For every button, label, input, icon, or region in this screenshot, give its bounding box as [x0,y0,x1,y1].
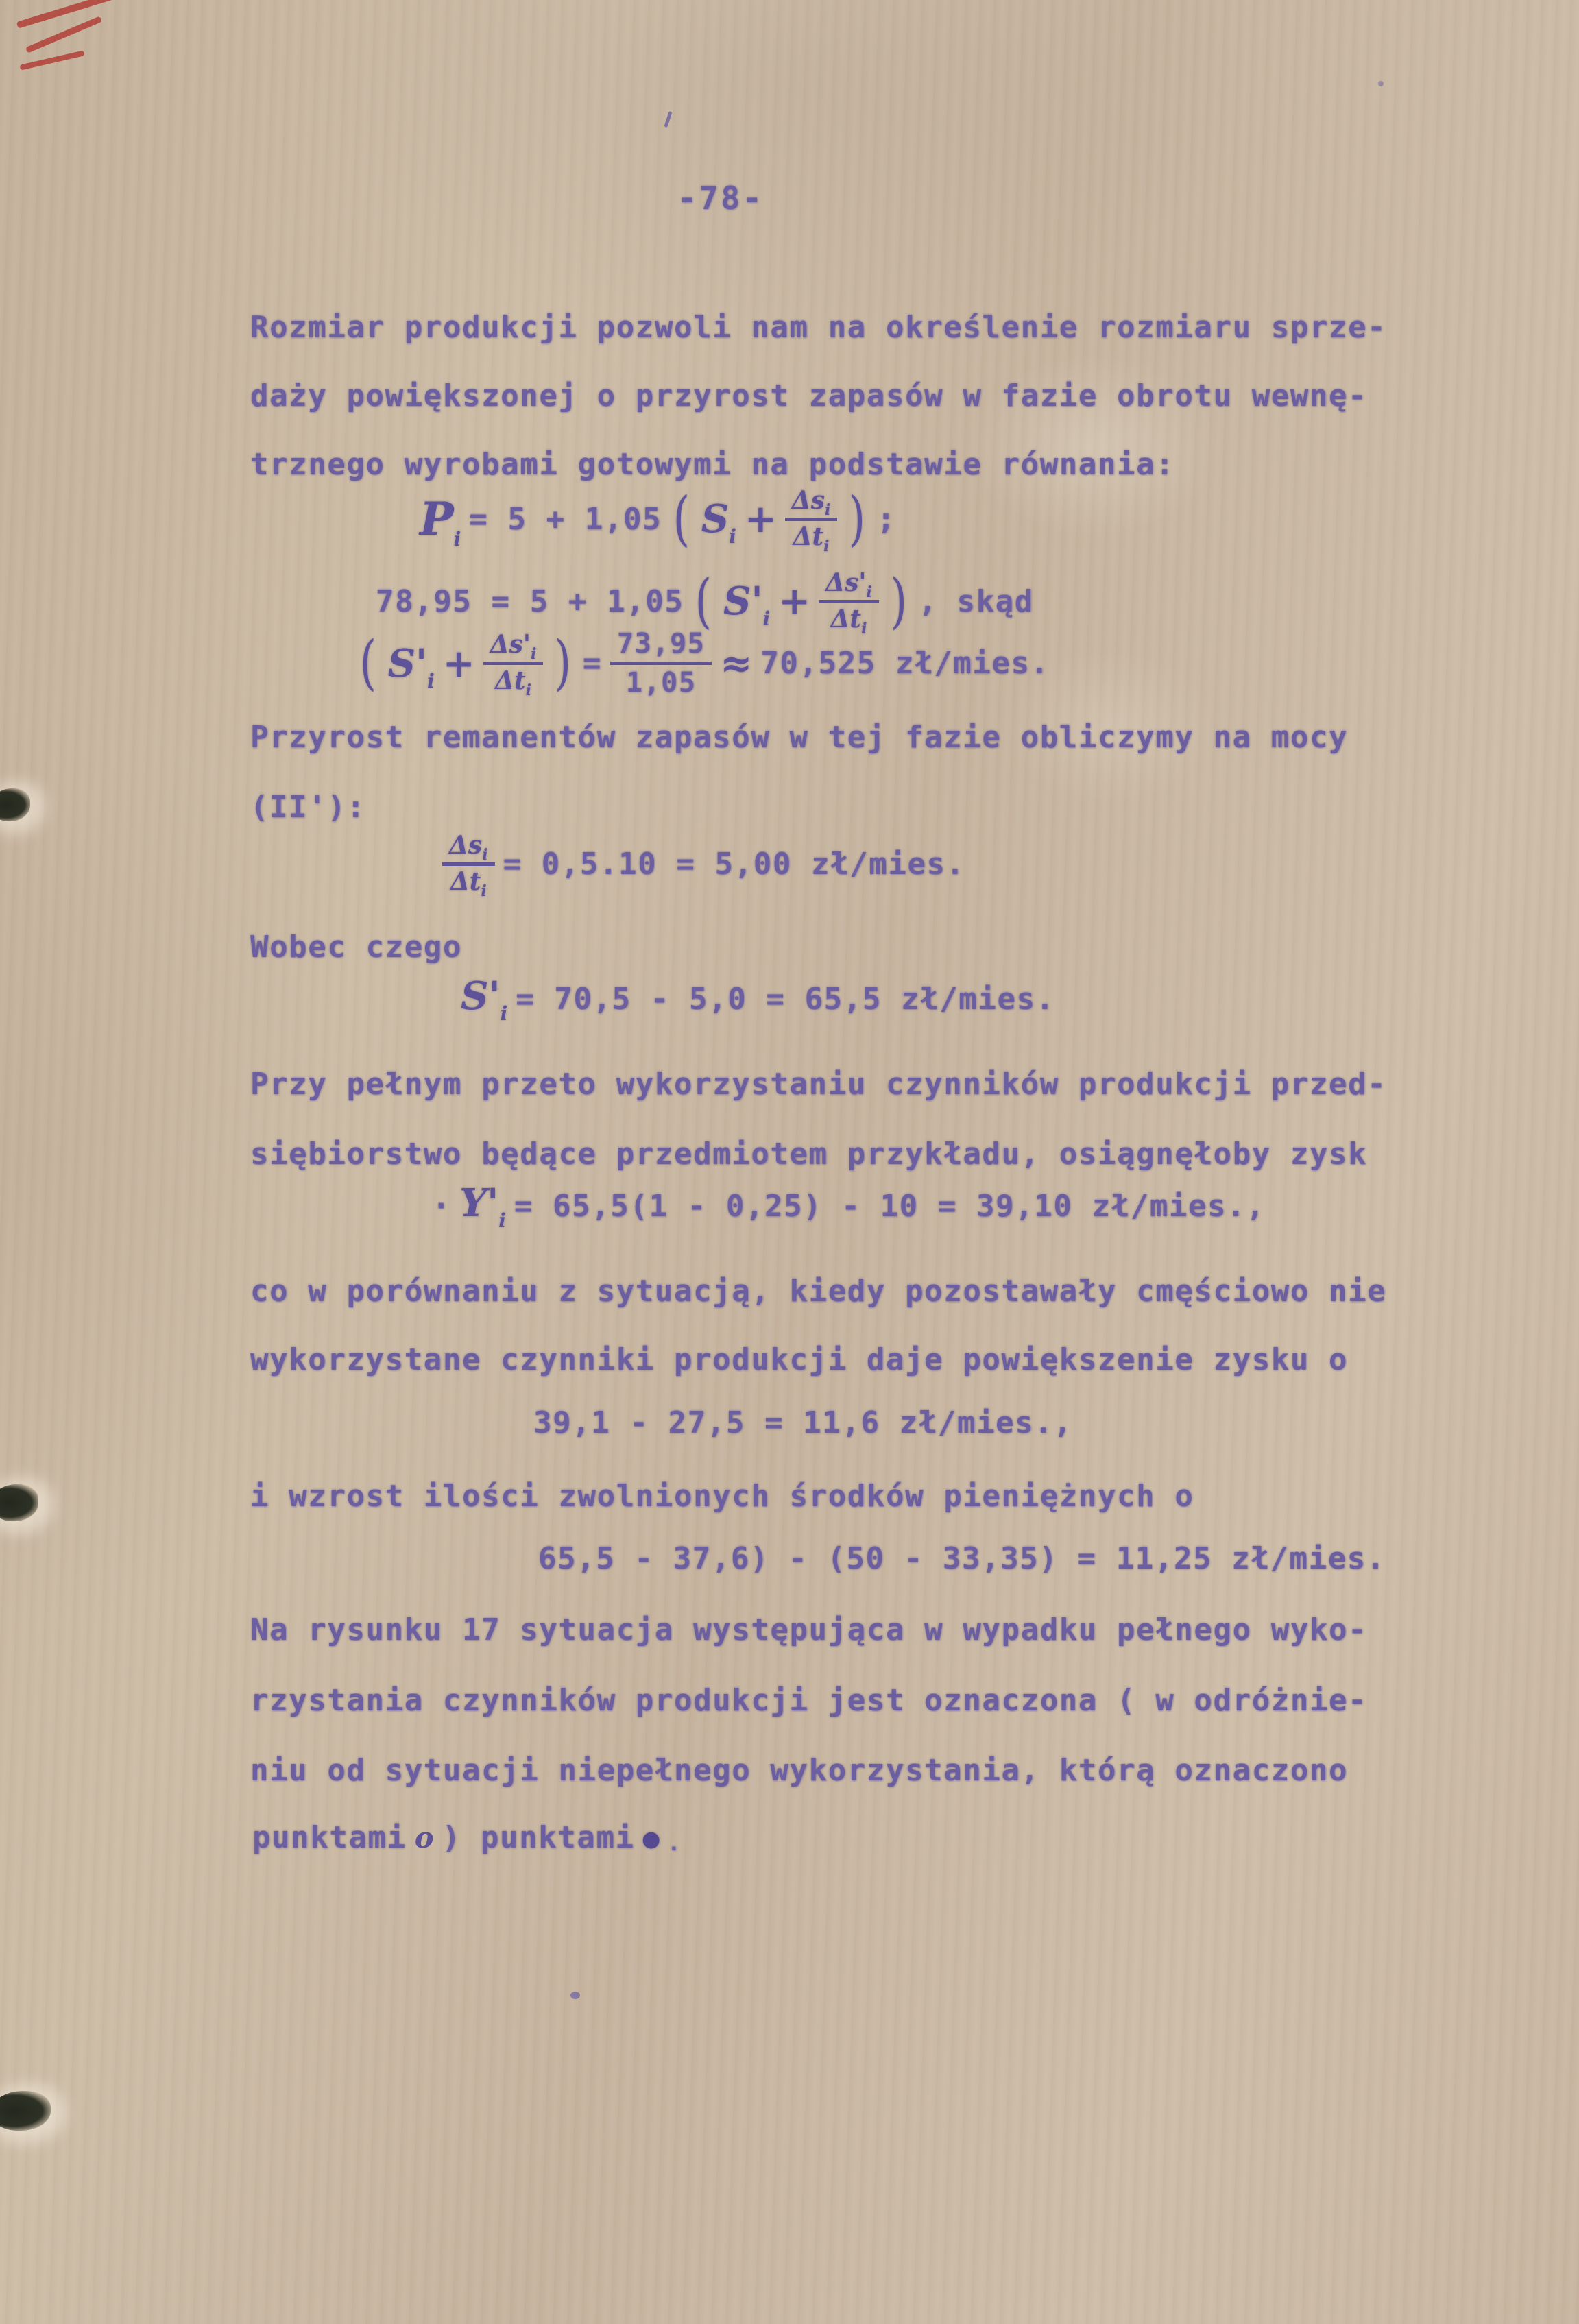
paragraph-line: co w porównaniu z sytuacją, kiedy pozostawały cmęściowo nie [250,1274,1387,1309]
open-paren: ( [673,484,690,553]
math-symbol-S: $S_i$ [701,496,736,548]
open-paren: ( [695,566,712,636]
fraction-numerator: $\Delta s'_i$ [483,632,544,665]
plus-sign: + [778,579,811,625]
fraction-numerator: 73,95 [610,629,712,665]
formula-production-equation [420,484,896,555]
paragraph-line: daży powiększonej o przyrost zapasów w fazie obrotu wewnę- [250,378,1368,413]
paragraph-line: wykorzystane czynniki produkcji daje powiększenie zysku o [250,1342,1349,1377]
close-paren: ) [849,484,866,553]
formula-profit-difference: 39,1 - 27,5 = 11,6 zł/mies., [533,1405,1073,1440]
stray-ink-speck [1378,81,1384,86]
close-paren: ) [890,566,907,636]
page-number: -78- [677,180,764,217]
paragraph-line: Przy pełnym przeto wykorzystaniu czynników produkcji przed- [250,1067,1387,1102]
paragraph-text: ) punktami [442,1820,635,1855]
paragraph-line: Rozmiar produkcji pozwoli nam na określenie rozmiaru sprze- [250,310,1387,345]
paper-hole-mark [0,1484,38,1521]
formula-increment-equation [442,831,965,900]
red-corner-mark [16,0,117,29]
formula-result-value: 70,525 zł/mies. [760,646,1050,681]
formula-profit-equation [432,1181,1266,1232]
fraction-denominator: $\Delta t_i$ [830,604,867,638]
paragraph-line: Wobec czego [250,930,462,965]
math-subscript: i [500,1002,508,1025]
fraction-denominator: $\Delta t_i$ [495,666,531,699]
paragraph-line: Na rysunku 17 sytuacja występująca w wypadku pełnego wyko- [250,1612,1368,1647]
fraction-denominator: 1,05 [625,667,697,699]
math-symbol-S-prime: $S'_i$ [723,579,771,631]
math-symbol-P: $P_i$ [420,492,461,551]
stray-dot: · [432,1189,452,1224]
math-symbol-S-prime: $S'_i$ [387,640,435,692]
formula-typed-part: = 70,5 - 5,0 = 65,5 zł/mies. [516,982,1055,1017]
paragraph-text: punktami [252,1820,407,1855]
math-symbol-S-prime: $S'_i$ [461,973,508,1025]
paragraph-line: i wzrost ilości zwolnionych środków pieniężnych o [250,1479,1194,1514]
formula-punctuation: ; [876,501,896,537]
fraction-numerator: $\Delta s_i$ [785,488,838,521]
paper-hole-mark [0,2091,51,2131]
equals-sign: = [582,646,602,681]
sentence-period: . [667,1832,682,1856]
stray-ink-tick [664,111,672,128]
paragraph-line: siębiorstwo będące przedmiotem przykładu, osiągnęłoby zysk [250,1137,1368,1172]
paper-hole-mark [0,788,30,821]
math-subscript: i [427,669,435,692]
open-circle-marker: o [414,1821,434,1854]
formula-s-value [461,973,1055,1025]
fraction-numerator: $\Delta s'_i$ [819,570,879,603]
fraction-ds-dt [785,486,838,555]
fraction-ds-dt [483,630,544,699]
paragraph-line: trznego wyrobami gotowymi na podstawie równania: [250,447,1175,482]
formula-funds-difference: 65,5 - 37,6) - (50 - 33,35) = 11,25 zł/mies. [538,1541,1386,1576]
paragraph-line: Przyrost remanentów zapasów w tej fazie obliczymy na mocy [250,720,1349,755]
open-paren: ( [359,628,376,697]
formula-typed-part: = 5 + 1,05 [469,501,662,537]
plus-sign: + [442,640,475,686]
fraction-denominator: $\Delta t_i$ [450,867,487,900]
fraction-ds-dt [442,831,495,900]
paragraph-line: rzystania czynników produkcji jest oznaczona ( w odróżnie- [250,1683,1368,1718]
math-subscript: i [453,528,461,551]
math-subscript: i [762,607,771,631]
fraction-numeric [610,629,712,697]
math-subscript: i [498,1209,506,1232]
close-paren: ) [555,628,572,697]
formula-result-equation [357,629,1050,697]
formula-sales-equation [376,566,1034,638]
red-corner-mark [19,50,84,70]
fraction-numerator: $\Delta s_i$ [442,833,495,866]
formula-typed-part: 78,95 = 5 + 1,05 [376,583,684,619]
paragraph-line: niu od sytuacji niepełnego wykorzystania, którą oznaczono [250,1753,1349,1788]
approx-sign: ≈ [720,640,753,686]
plus-sign: + [744,496,777,542]
math-subscript: i [729,525,736,548]
formula-typed-part: = 0,5.10 = 5,00 zł/mies. [503,846,965,882]
fraction-denominator: $\Delta t_i$ [793,522,830,555]
stray-ink-dot [570,1992,580,1999]
filled-dot-marker: ● [642,1823,660,1854]
formula-typed-part: , skąd [918,583,1034,619]
formula-typed-part: = 65,5(1 - 0,25) - 10 = 39,10 zł/mies., [514,1189,1266,1224]
math-symbol-Y-prime: $Y'_i$ [459,1181,506,1232]
paragraph-line-with-markers [252,1820,681,1855]
equation-reference-label: (II'): [250,790,366,825]
fraction-ds-dt [819,568,879,638]
